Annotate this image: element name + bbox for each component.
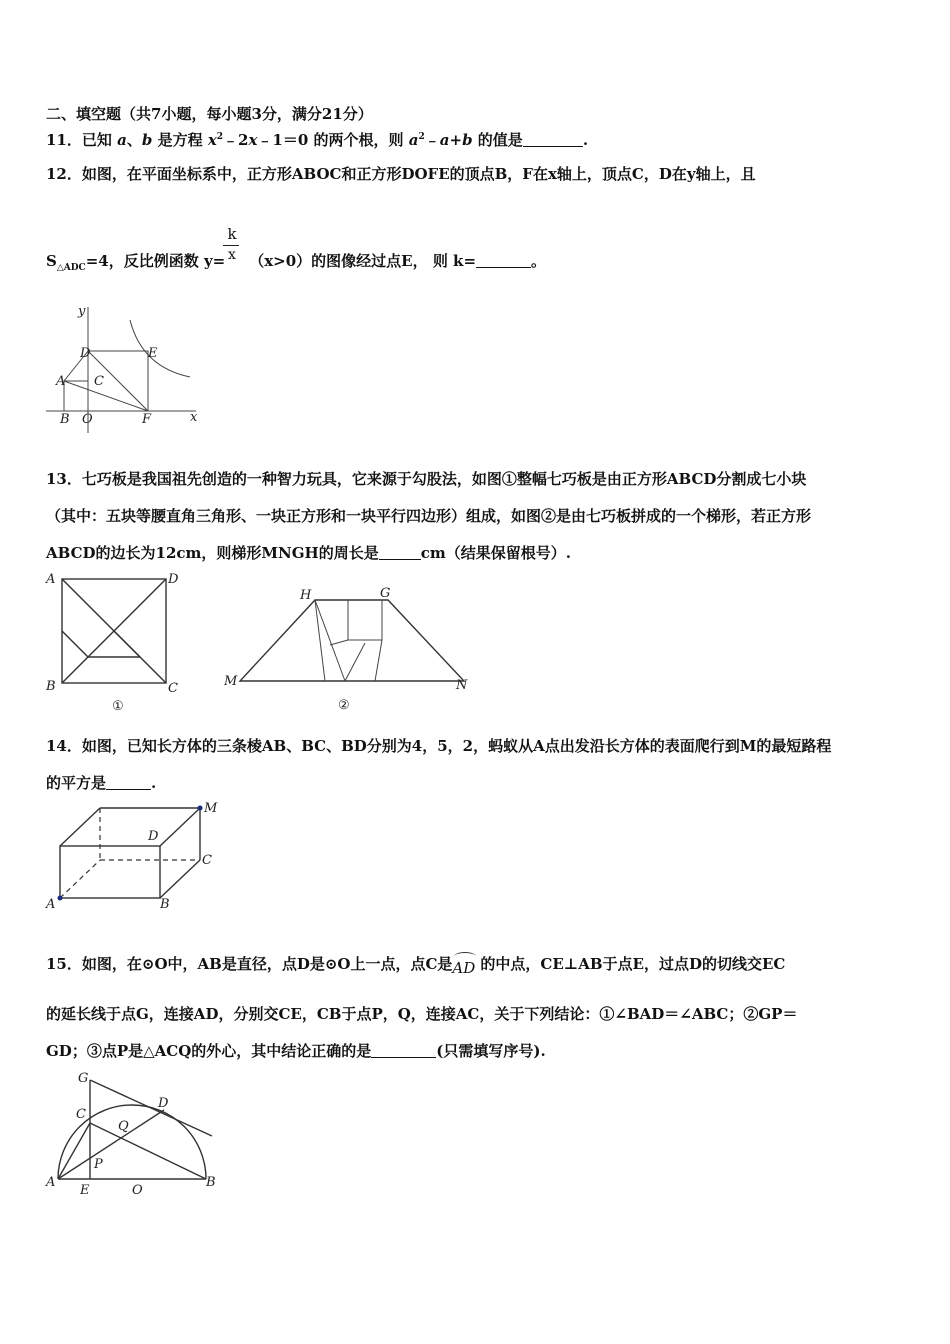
q12-label-A: A [56,374,66,389]
q12-label-E: E [148,346,158,361]
q11-var-a3: a [439,131,450,149]
q15-text-1: 15．如图，在⊙O中，AB是直径，点D是⊙O上一点，点C是 [46,955,453,973]
q15-label-O: O [132,1183,143,1198]
cuboid-hidden-diagonal [60,860,100,898]
q13-fig1-caption: ① [112,699,124,714]
q12-text-1: =4，反比例函数 y= [85,252,226,270]
q12-answer-blank[interactable] [476,253,531,268]
q15-label-P: P [94,1157,103,1172]
trapezoid-piece-8 [345,643,365,681]
point-A-marker [58,896,63,901]
q13-fig1-label-C: C [168,681,178,696]
q13-fig2-label-G: G [380,586,391,601]
q11-var-x: x [207,131,217,149]
q12-s-subscript: △ADC [56,263,86,273]
question-14-line-2 [46,772,156,793]
q13-fig2-label-N: N [456,678,468,693]
q12-label-D: D [80,346,91,361]
question-13-line-1: 13．七巧板是我国祖先创造的一种智力玩具，它来源于勾股法，如图①整幅七巧板是由正方形ABCD分割成七小块 [46,470,807,488]
q14-figure [44,800,224,915]
q13-fig2-label-H: H [300,588,312,603]
q14-label-C: C [202,853,212,868]
q12-segment-AF [64,381,148,411]
question-15-line-3 [46,1040,546,1061]
q15-label-A: A [46,1175,56,1190]
q15-text-2: 的中点，CE⊥AB于点E，过点D的切线交EC [480,955,786,973]
q13-fig1-label-D: D [168,572,179,587]
q13-figure-1 [44,570,194,715]
q12-s: S [46,252,57,270]
q11-text-4: ﹣1＝0 的两个根，则 [257,131,409,149]
q11-var-x2: x [248,131,258,149]
q13-text-1: ABCD的边长为12cm，则梯形MNGH的周长是 [46,544,379,562]
q12-label-B: B [60,412,70,427]
q15-text-3: GD；③点P是△ACQ的外心，其中结论正确的是 [46,1042,372,1060]
q15-label-G: G [78,1071,89,1086]
cuboid-top-left-edge [60,808,100,846]
question-12-line-2 [46,250,546,273]
q14-label-B: B [160,897,170,912]
q12-fraction-numerator: k [227,225,237,243]
tangram-cut-3 [62,631,88,657]
q11-text-6: + [449,131,463,149]
tangram-cut-4 [114,631,140,657]
cuboid-bottom-right-edge [160,860,200,898]
q15-label-B: B [206,1175,216,1190]
q13-fig2-caption: ② [338,698,350,713]
q14-label-D: D [148,829,159,844]
q13-fig1-label-A: A [46,572,56,587]
q11-exponent-2: 2 [418,132,425,142]
question-15-line-1 [46,953,786,977]
cuboid-front-face [60,846,160,898]
cuboid-top-right-edge [160,808,200,846]
q15-text-4: (只需填写序号). [436,1042,546,1060]
q15-label-E: E [80,1183,90,1198]
q11-answer-blank[interactable] [523,132,583,147]
question-14-line-1: 14．如图，已知长方体的三条棱AB、BC、BD分别为4，5，2，蚂蚁从A点出发沿长方体的表面爬行到M的最短路程 [46,737,832,755]
q11-var-b2: b [462,131,473,149]
q13-fig1-label-B: B [46,679,56,694]
q15-label-D: D [158,1096,169,1111]
q12-fraction-denominator: x [228,247,236,263]
q11-exponent: 2 [216,132,224,142]
q11-var-a2: a [408,131,419,149]
q12-label-O: O [82,412,93,427]
q12-figure [44,305,214,435]
q13-fig2-label-M: M [224,674,238,689]
q12-label-C: C [94,374,104,389]
q11-text-7: 的值是 [472,131,523,149]
q15-arc-label: AD [452,959,476,977]
q12-hyperbola [130,320,190,377]
q11-end: . [582,131,589,149]
q15-label-C: C [76,1107,86,1122]
question-13-line-2: （其中：五块等腰直角三角形、一块正方形和一块平行四边形）组成，如图②是由七巧板拼成的一个梯形，若正方形 [46,507,812,525]
q11-text-3: ﹣2 [223,131,249,149]
q11-var-b: b [141,131,153,149]
q11-text-1: 已知 [81,131,118,149]
q12-label-x: x [190,410,198,425]
q15-label-Q: Q [118,1119,129,1134]
q11-text-2: 是方程 [152,131,208,149]
q14-text-1: 的平方是 [46,774,107,792]
q14-label-A: A [46,897,56,912]
section-heading: 二、填空题（共7小题，每小题3分，满分21分） [46,105,373,123]
question-12-line-1: 12．如图，在平面坐标系中，正方形ABOC和正方形DOFE的顶点B，F在x轴上，顶点C，D在y轴上，且 [46,165,756,183]
q14-answer-blank[interactable] [106,775,151,790]
q13-text-2: cm（结果保留根号）. [420,544,571,562]
q14-label-M: M [204,801,218,816]
q11-sep: 、 [126,131,142,149]
q13-figure-2 [220,585,480,715]
q11-number: 11． [46,131,82,149]
q12-end: 。 [531,252,547,270]
q15-answer-blank[interactable] [371,1043,436,1058]
segment-AD [58,1110,164,1179]
q12-label-y: y [78,304,86,319]
q12-fraction-bar [223,245,239,246]
q14-text-2: . [151,774,157,792]
trapezoid-piece-6 [330,640,348,645]
q11-text-5: ﹣ [424,131,440,149]
q13-answer-blank[interactable] [379,545,421,560]
point-M-marker [198,806,203,811]
q12-text-2: （x>0）的图像经过点E， 则 k= [249,252,477,270]
question-15-line-2: 的延长线于点G，连接AD，分别交CE，CB于点P，Q，连接AC，关于下列结论：①∠BAD＝∠ABC；②GP＝ [46,1005,798,1023]
q11-var-a: a [117,131,127,149]
trapezoid-piece-7 [375,640,382,681]
question-13-line-3 [46,542,571,563]
question-11 [46,129,588,150]
q12-label-F: F [142,412,152,427]
q15-figure [44,1070,234,1200]
